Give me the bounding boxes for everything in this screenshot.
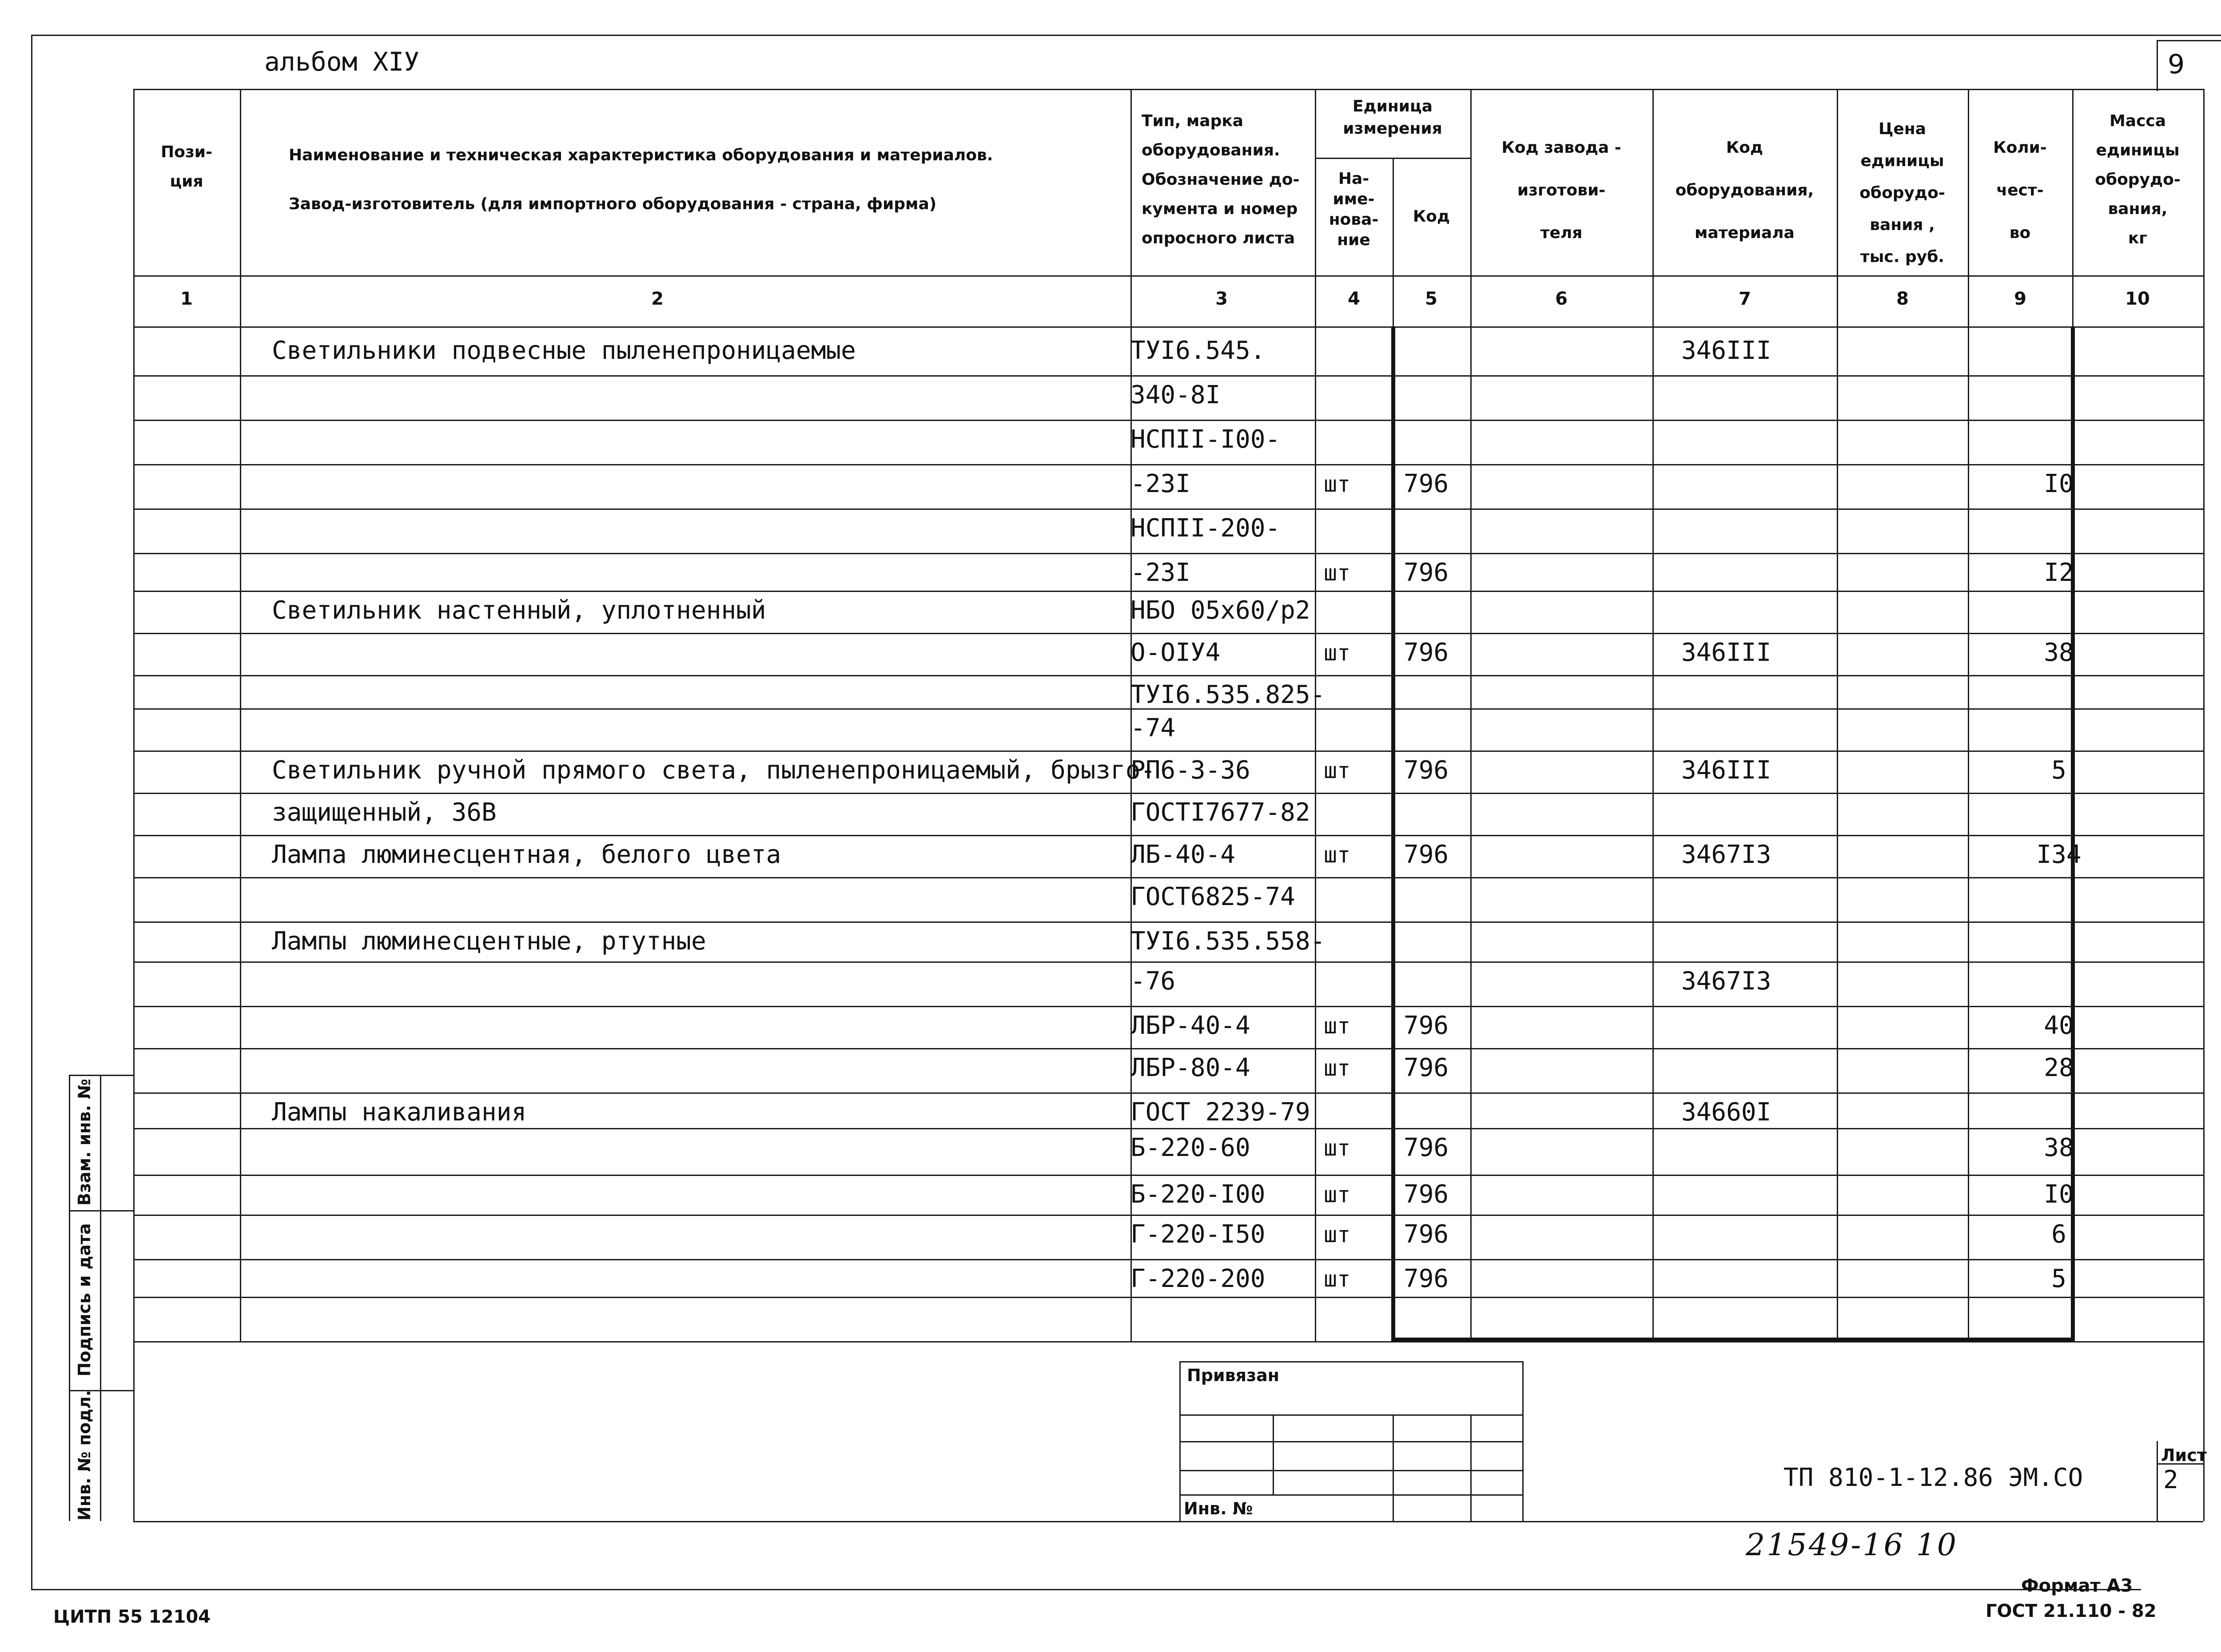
table-row: [133, 373, 2203, 417]
table-row: [133, 1046, 2203, 1090]
item-unit-code: 796: [1404, 1133, 1449, 1162]
item-unit: шт: [1324, 560, 1351, 586]
column-number-7: 7: [1739, 289, 1751, 309]
item-quantity: 5: [2051, 1264, 2066, 1293]
item-quantity: I34: [2036, 840, 2082, 869]
item-unit-code: 796: [1404, 469, 1449, 498]
item-unit: шт: [1324, 1013, 1351, 1039]
top-border-line: [31, 35, 2221, 36]
item-type: -76: [1130, 967, 1176, 996]
side-strip-left: [69, 1075, 70, 1521]
table-row: [133, 748, 2203, 793]
table-row: [133, 1212, 2203, 1257]
stamp-col-1: [1273, 1414, 1274, 1494]
column-number-2: 2: [651, 289, 664, 309]
format-label: Формат А3: [2021, 1576, 2133, 1596]
item-type: -74: [1130, 714, 1176, 743]
column-number-5: 5: [1425, 289, 1437, 309]
item-type: ТУI6.545.: [1130, 336, 1266, 365]
stamp-line-1: [1179, 1414, 1524, 1416]
item-material-code: 3467I3: [1681, 840, 1771, 869]
table-row: [133, 1257, 2203, 1301]
item-type: -23I: [1130, 558, 1190, 587]
item-quantity: [2014, 875, 2103, 919]
side-sign-date: Подпись и дата: [75, 1223, 94, 1377]
item-unit: шт: [1324, 640, 1351, 666]
table-row: [133, 462, 2203, 506]
item-quantity: [2014, 588, 2103, 633]
table-row: [133, 875, 2203, 919]
header-unit-group: Единица измерения: [1343, 97, 1442, 138]
stamp-inv-label: Инв. №: [1184, 1499, 1253, 1518]
item-type: ТУI6.535.558-: [1130, 927, 1325, 956]
item-type: ЛБР-80-4: [1130, 1053, 1250, 1082]
column-number-10: 10: [2125, 289, 2150, 309]
item-unit-code: 796: [1404, 756, 1449, 785]
item-type: ЛБР-40-4: [1130, 1011, 1250, 1040]
table-row: [133, 588, 2203, 633]
outer-left-border: [31, 35, 32, 1589]
item-unit-code: 796: [1404, 638, 1449, 667]
table-row: [133, 1004, 2203, 1048]
header-price: Цена единицы оборудо- вания , тыс. руб.: [1859, 120, 1945, 266]
item-unit: шт: [1324, 1182, 1351, 1207]
page-number-box-left: [2157, 40, 2158, 91]
header-name: Наименование и техническая характеристика оборудования и материалов. Завод-изготовитель (для импортного оборудования - страна, фирма): [289, 146, 993, 213]
page-number-box-top: [2157, 40, 2221, 41]
colnum-bottom-line: [133, 326, 2203, 328]
item-type: ГОСТ6825-74: [1130, 882, 1295, 911]
item-unit-code: 796: [1404, 1053, 1449, 1082]
header-factory-code: Код завода - изготови- теля: [1501, 139, 1621, 242]
item-quantity: [2014, 373, 2103, 417]
column-number-9: 9: [2014, 289, 2026, 309]
column-number-3: 3: [1215, 289, 1228, 309]
item-unit-code: 796: [1404, 840, 1449, 869]
side-inv-repl: Взам. инв. №: [75, 1079, 94, 1206]
stamp-right: [1522, 1361, 1524, 1521]
item-type: Б-220-I00: [1130, 1180, 1266, 1209]
table-row: [133, 329, 2203, 373]
item-quantity: [2014, 919, 2103, 964]
unit-subheader-line: [1315, 158, 1470, 159]
handwritten-number: 21549-16 10: [1746, 1528, 1958, 1563]
item-unit: шт: [1324, 471, 1351, 497]
table-row: [133, 919, 2203, 964]
item-unit: шт: [1324, 1135, 1351, 1161]
item-type: 340-8I: [1130, 381, 1221, 409]
document-code: ТП 810-1-12.86 ЭМ.СО: [1783, 1463, 2083, 1492]
stamp-bound-label: Привязан: [1187, 1366, 1280, 1385]
thick-bottom-line: [1391, 1338, 2075, 1342]
sheet-number: 2: [2163, 1465, 2178, 1494]
item-quantity: 38: [2044, 638, 2074, 667]
item-type: ЛБ-40-4: [1130, 840, 1236, 869]
header-position: Пози- ция: [161, 143, 212, 191]
stamp-line-3: [1179, 1470, 1524, 1471]
item-material-code: 346III: [1681, 756, 1771, 785]
item-material-code: 34660I: [1681, 1098, 1771, 1127]
item-unit: шт: [1324, 1222, 1351, 1247]
item-type: О-OIУ4: [1130, 638, 1221, 667]
item-material-code: 346III: [1681, 336, 1771, 365]
table-row: [133, 506, 2203, 551]
side-inv-orig: Инв. № подл.: [75, 1390, 94, 1521]
page-number: 9: [2168, 49, 2185, 80]
item-unit: шт: [1324, 1055, 1351, 1081]
item-quantity: 28: [2044, 1053, 2074, 1082]
item-unit-code: 796: [1404, 1180, 1449, 1209]
table-top-line: [133, 89, 2203, 90]
table-row: [133, 706, 2203, 751]
item-quantity: [2014, 417, 2103, 462]
table-row: [133, 833, 2203, 877]
item-quantity: [2014, 959, 2103, 1004]
item-unit: шт: [1324, 1266, 1351, 1292]
column-number-8: 8: [1896, 289, 1909, 309]
item-unit-code: 796: [1404, 1011, 1449, 1040]
item-type: НБО 05х60/р2: [1130, 596, 1310, 625]
item-name: Лампы люминесцентные, ртутные: [272, 927, 706, 956]
stamp-line-2: [1179, 1441, 1524, 1442]
table-row: [133, 417, 2203, 462]
item-quantity: [2014, 790, 2103, 835]
item-quantity: 5: [2051, 756, 2066, 785]
item-type: -23I: [1130, 469, 1190, 498]
item-type: РП6-3-36: [1130, 756, 1250, 785]
frame-bottom-line: [133, 1521, 2203, 1522]
item-type: ГОСТI7677-82: [1130, 798, 1310, 827]
stamp-left: [1179, 1361, 1181, 1521]
item-unit-code: 796: [1404, 1264, 1449, 1293]
item-quantity: [2014, 329, 2103, 373]
printer-label: ЦИТП 55 12104: [53, 1607, 211, 1627]
stamp-line-4: [1179, 1494, 1524, 1496]
col-right-border: [2203, 89, 2205, 1521]
header-unit-name: На- име- нова- ние: [1329, 170, 1379, 249]
column-number-6: 6: [1555, 289, 1568, 309]
header-type: Тип, марка оборудования. Обозначение до- кумента и номер опросного листа: [1142, 112, 1300, 247]
item-type: Г-220-200: [1130, 1264, 1266, 1293]
item-quantity: I0: [2044, 469, 2074, 498]
stamp-col-3: [1470, 1414, 1472, 1521]
table-row: [133, 959, 2203, 1004]
item-quantity: 6: [2051, 1220, 2066, 1249]
bottom-outer-line: [31, 1589, 2141, 1590]
item-type: Б-220-60: [1130, 1133, 1250, 1162]
item-type: ТУI6.535.825-: [1130, 680, 1325, 709]
item-name: Лампа люминесцентная, белого цвета: [272, 840, 781, 869]
header-unit-code: Код: [1413, 207, 1450, 226]
gost-label: ГОСТ 21.110 - 82: [1986, 1601, 2157, 1621]
table-row: [133, 1126, 2203, 1170]
item-type: НСПII-I00-: [1130, 425, 1281, 454]
item-type: Г-220-I50: [1130, 1220, 1266, 1249]
item-quantity: 40: [2044, 1011, 2074, 1040]
item-name: Светильники подвесные пыленепроницаемые: [272, 336, 856, 365]
item-type: ГОСТ 2239-79: [1130, 1098, 1310, 1127]
item-quantity: I0: [2044, 1180, 2074, 1209]
item-quantity: I2: [2044, 558, 2074, 587]
item-unit: шт: [1324, 842, 1351, 868]
stamp-col-2: [1393, 1414, 1394, 1521]
table-row: [133, 1172, 2203, 1217]
header-quantity: Коли- чест- во: [1993, 139, 2047, 242]
table-row: [133, 631, 2203, 675]
column-number-1: 1: [180, 289, 193, 309]
side-strip-right: [100, 1075, 101, 1521]
album-title: альбом XIУ: [264, 47, 420, 77]
item-name: Лампы накаливания: [272, 1098, 527, 1127]
item-name: Светильник настенный, уплотненный: [272, 596, 766, 625]
sheet-label: Лист: [2161, 1446, 2207, 1465]
table-row: [133, 790, 2203, 835]
item-material-code: 3467I3: [1681, 967, 1771, 996]
item-name: Светильник ручной прямого света, пыленепроницаемый, брызго-: [272, 756, 1156, 785]
header-mass: Масса единицы оборудо- вания, кг: [2095, 112, 2181, 247]
item-unit-code: 796: [1404, 558, 1449, 587]
item-material-code: 346III: [1681, 638, 1771, 667]
stamp-top: [1179, 1361, 1524, 1362]
item-quantity: [2014, 706, 2103, 751]
sheet-box-left: [2157, 1441, 2158, 1521]
header-material-code: Код оборудования, материала: [1675, 139, 1814, 242]
item-unit-code: 796: [1404, 1220, 1449, 1249]
item-name: защищенный, 36В: [272, 798, 497, 827]
item-quantity: 38: [2044, 1133, 2074, 1162]
header-bottom-line: [133, 275, 2203, 277]
item-quantity: [2014, 506, 2103, 551]
item-unit: шт: [1324, 758, 1351, 783]
item-type: НСПII-200-: [1130, 514, 1281, 543]
column-number-4: 4: [1348, 289, 1360, 309]
